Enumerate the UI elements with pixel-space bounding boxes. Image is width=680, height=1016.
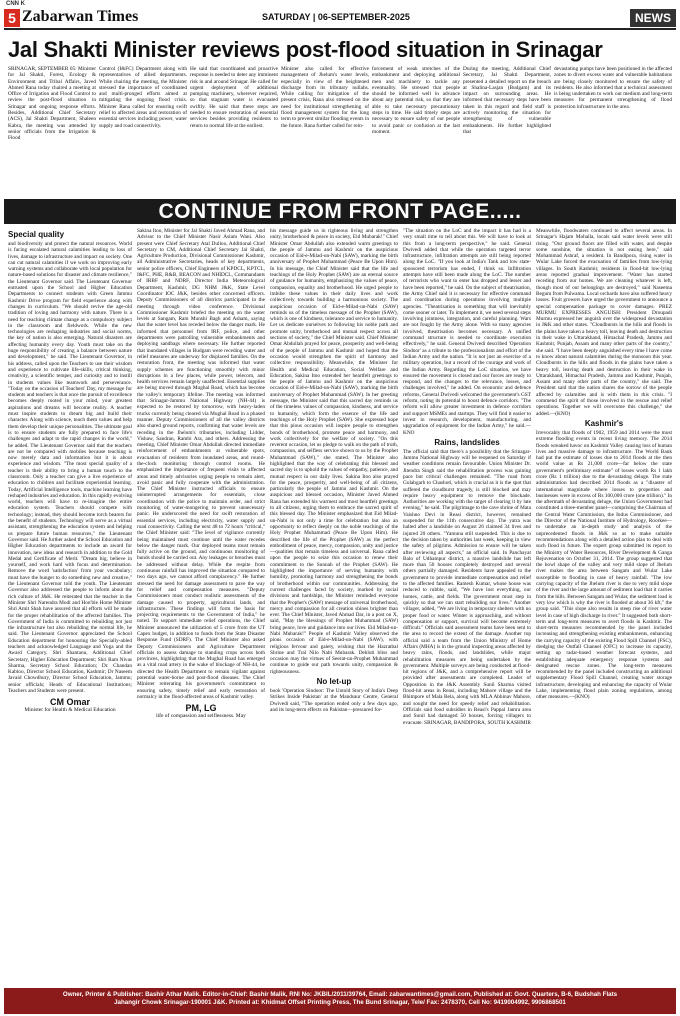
imprint-line-1: Owner, Printer & Publisher: Bashir Athar Malik. Editor-in-Chief: Bashir Malik, RNI No: JKBIL/2011/39764, Email: zabarwantimes@gmail.com, Published at: Govt. Quarters, B-6, Budshah Flats (62, 991, 618, 998)
continue-banner: CONTINUE FROM FRONT PAGE..... (4, 199, 676, 224)
story-paragraph: Minister also called for effective management of Jhelum's water levels, especially in view of the heightened discharge from its tributary nullahs. While calling for mitigation of the present crisis, Rana also stressed on the need for institutional strengthening of flood management system for the long term to prevent similar flooding events in the future. Rana further called for rein- (281, 66, 369, 129)
story-paragraph: book 'Operation Sindoor: The Untold Story of India's Deep Strikes Inside Pakistan' at the Mandsaur Centre, General Dwivedi said, "The operation ended only a few days ago, and its long-term effects on Pakistan—pressured for- (270, 688, 398, 713)
story-paragraph: During the meeting, Additional Chief Secretary, Jal Shakti Department, presented a detailed report on the breach at Shalina-Lasjan (Budgam) and its impact on surrounding areas. He informed that necessary steps have been taken in this regard and field staff is actively monitoring the situation for strengthening of vulnerable embankments. He further highlighted that (463, 66, 551, 135)
story-paragraph: Meanwhile, floodwaters continued to affect several areas. In Srinagar's Hajam Mohalla, locals said water levels were still rising. "Our ground floors are filled with water, and despite some sunshine, the situation is not easing here," said Mohammad Ashraf, a resident. In Bandipora, rising water in Wular Lake forced the evacuation of families from low-lying villages. In South Kashmir, residents in flood-hit low-lying areas reported gradual improvement. "Water has started receding from our homes. We are cleaning whatever is left, though most of our belongings are destroyed," said Naseema Begum from Pulwama. Local orchards have also suffered heavy losses. Fruit growers have urged the government to announce a special compensation package to cover damages. PREZ MURMU EXPRESSES ANGUISH: President Droupadi Murmu expressed her anguish over the widespread devastation in J&K and other states. "Cloudbursts in the hills and floods in the plains have taken a heavy toll, leaving death and destruction in their wake in Uttarakhand, Himachal Pradesh, Jammu and Kashmir, Punjab, Assam and many other parts of the country," she said. "I have been deeply anguished every time I have come to know about natural calamities during the monsoon this year. Cloudbursts in the hills and floods in the plains have taken a heavy toll, leaving death and destruction in their wake in Uttarakhand, Himachal Pradesh, Jammu and Kashmir, Punjab, Assam and many other parts of the country," she said. The President said that the nation shares the sorrow of the people affected by calamities and is with them in this crisis. "I commend the spirit of those involved in the rescue and relief operations. Together we will overcome this challenge," she added.—(KNO) (536, 228, 672, 417)
byline-heading: PM, LG (185, 703, 217, 714)
top-story-col-3 (190, 66, 278, 196)
masthead (0, 0, 680, 30)
byline-sub: Minister for Health & Medical Education (24, 707, 116, 714)
column-army-chief-rains (403, 228, 531, 984)
imprint-footer (4, 988, 676, 1014)
top-story-col-4 (281, 66, 369, 196)
story-paragraph: He said that coordinated and proactive response is needed to deter any imminent risk in and around Srinagar. He called for urgent deployment of additional pumping machinery, wherever required, so that stagnant water is evacuated swiftly. He said that these steps are needed to ensure restoration of essential services besides providing residents to return to normal life at the earliest. (190, 66, 278, 129)
story-paragraph: Sakina Itoo, Minister for Jal Shakti Javed Ahmad Rana, and Advisor to the Chief Minister Nasir Aslam Wani. Also present were Chief Secretary Atal Dulloo, Additional Chief Secretary to CM, Additional Chief Secretary Jal Shakti, Agriculture Production, Divisional Commissioner Kashmir, all Administrative Secretaries, heads of key departments, senior police officers, Chief Engineers of KPDCL, KPTCL, I&FC, PHE, R&B, BEACON and NHIDCL, Commandants of IRBF and NDRF, Director India Meteorological Department, Kashmir, DG NHM J&K, State Level Coordinator IOC J&K, besides other concerned officers. Deputy Commissioners of all districts participated in the meeting through video conference. Divisional Commissioner Kashmir briefed the meeting on the water levels at Sangam, Ram Munshi Bagh and Asham, saying that the water level has receded below the danger mark. He informed that personnel from IRF, police, and other departments were patrolling vulnerable embankments and deploying sandbags where necessary. He further reported that inundated villages in Budgam were receding water and relief measures are underway for displaced families. On the restoration front, the meeting was informed that water supply schemes are functioning smoothly with minor disruptions in a few places, while power, telecom, and health services remain largely unaffected. Essential supplies are being moved through Mughal Road, which has become the valley's temporary lifeline. The meeting was informed that Srinagar-Jammu National Highway (NH-44) is expected to be restored by tomorrow, with heavy-laden trucks currently being cleared via Mughal Road in a phased manner. Deputy Commissioners of all the valley districts also shared ground reports, confirming that water levels are receding in the Jhelum's tributaries, including Lidder, Vishaw, Sandran, Rambi Ara, and others. Addressing the meeting, Chief Minister Omar Abdullah directed immediate reinforcement of embankments at vulnerable spots, evacuation of residents from inundated areas, and round-the-clock monitoring through control rooms. He emphasized the importance of frequent visits to affected areas and timely advisories urging people to remain alert, avoid panic and fully cooperate with the administration. The Chief Minister instructed officials to ensure uninterrupted arrangements for essentials, close coordination with the police to maintain order, and strict monitoring of water-mongering to prevent unnecessary panic. He underscored the need for swift restoration of essential services, including electricity, water supply and road connectivity. Calling the next 48 to 72 hours "critical," the Chief Minister said: "The level of vigilance currently being maintained must continue until the water recedes below the danger mark. Our deployed teams must remain fully active on the ground, and continuous monitoring of bunds should be carried out. Any leakages or breaches must be addressed without delay. While the respite from continuous rainfall has improved the situation compared to two days ago, we cannot afford complacency." He further stressed the need for damage assessment to pave the way for relief and compensation measures. "Deputy Commissioners must conduct realistic assessments of the damage caused to property, agricultural lands, and infrastructure. These findings will form the basis for projecting requirements to the Government of India," he noted. To support immediate relief operations, the Chief Minister announced the utilization of 5 crore from the UT Capex budget, in addition to funds from the State Disaster Response Fund (SDRF). The Chief Minister also asked Deputy Commissioners and Agriculture Department officials to assess damage to standing crops across both provinces, highlighting that the Mughal Road has emerged as a vital road artery in the wake of blockage of NH-44, he directed the Health Department to remain vigilant against potential water-borne and post-flood diseases. The Chief Minister reiterating his government's commitment to ensuring safety, timely relief and early restoration of normalcy in the flood-affected areas of Kashmir valley. (137, 228, 265, 700)
story-paragraph: SRINAGAR, SEPTEMBER 05: Minister for Jal Shakti, Forest, Ecology & Environment and Tribal Affairs, Javed Ahmed Rana today chaired a meeting at Office of Irrigation and Flood Control to review the post-flood situation in Srinagar and ongoing response efforts. Besides, Additional Chief Secretary (ACS), Jal Shakti Department, Shaleen Kabra, the meeting was attended by senior officials from the Irrigation & Flood (8, 66, 96, 142)
column-cm-meeting (137, 228, 265, 984)
column-heading: Kashmir's (584, 418, 624, 428)
story-paragraph: devastating pumps have been positioned in the affected zones to divert excess water and vulnerable habitations are being closely monitored to ensure the safety of residents. He also informed that a technical assessment is being undertaken to work out medium and long-term measures for permanent strengthening of flood protection infrastructure in the area. (554, 66, 672, 110)
column-heading: Special quality (8, 230, 65, 239)
column-special-quality (8, 228, 132, 984)
story-paragraph: Control (I&FC) Department along with representatives of allied departments. While chairing the meeting, the Minister stressed the importance of coordinated and multi-pronged efforts aimed at mitigating the ongoing flood crisis. Minister Rana called for ensuring swift relief to affected areas and restoration of essential services including power, water supply and road connectivity. (99, 66, 187, 129)
issue-date: SATURDAY | 06-SEPTEMBER-2025 (262, 12, 410, 22)
story-paragraph: Irrevocably that floods of 1902, 1959 and 2014 were the most extreme flooding events in recent living memory. The 2014 floods wreaked havoc on Kashmir Valley causing loss of human lives and massive damage to infrastructure. The World Bank had put the estimate of losses due to 2014 floods at the then world value at Rs 21,000 crore—far below the state government's preliminary estimate" of losses worth Rs 1 lakh crore (Rs 1 trillion) due to the devastating deluge. The state administration had described 2014 floods as a "disaster of international magnitude where losses to properties and businesses were in excess of Rs 100,000 crore (one trillion)." In the aftermath of devastating deluge, the Union Government had constituted a three-member panel—comprising the Chairman of the Central Water Commission, the Indus Commissioner, and the Director of the National Institute of Hydrology, Roorkee—to undertake an in-depth study and analysis of the unprecedented floods in J&K so as to make suitable recommendations along with a detailed action plan to deal with such flood in future. The expert group submitted its report to the Ministry of Water Resources, River Development & Ganga Rejuvenation on October 31, 2014. The group suggested that the bowl shape of the valley and very mild slope of Jhelum river makes the area between Sangam and Wular Lake susceptible to flooding in case of heavy rainfall. "The low carrying capacity of the Jhelum river is due to very mild slope of the river and the large amount of sediment load that it carries from the hills. Between Sangam and Wular, the sediment load is very low which is why the river is flooded at about 36 kft," the group said. "This slope also results in steep rise of river water level in case of high discharge in river." It suggested both short-term and long-term measures to avert floods in Kashmir. The short-term measures recommended by the panel included increasing and strengthening existing embankments, enhancing the carrying capacity of the existing Flood Spill Channel (FSC), dredging the Outfall Channel (OFC) to increase its capacity, setting up radar-based weather forecast systems, and establishing adequate emergency response systems and designated rescue zones. The long-term measures recommended by the panel included constructing an additional supplementary Flood Spill Channel, creating water storage infrastructure, developing and enhancing the capacity of Wular Lake, implementing flood plain zoning regulations, among other measures.—(KNO) (536, 429, 672, 701)
story-paragraph: The official said that there's a possibility that the Srinagar-Jammu National Highway will be reopened on Saturday if weather conditions remain favourable. Union Minister Dr. Jitendra Singh said the rehabilitation process was gaining pace but critical challenges remained. "The road from Gulabgarh to Chashoti, which is crucial as it is the spot that suffered the cloudburst tragedy, is still blocked and may require heavy equipment to remove the blockade. Authorities are working with the target of clearing it by late evening," he said. The pilgrimage to the cave shrine of Mata Vaishno Devi in Reasi district, however, remained suspended for the 11th consecutive day. The yatra was halted after a landslide on August 26 claimed 34 lives and injured 20 others. "Yamuna still suspended. This is due to the decision taken by authorities last week, keeping in view the safety of pilgrims. Admission to ensure will be taken after reviewing all aspects," an official said. In Panchayat Balo of Udhampur district, a massive landslide has left more than 50 houses completely destroyed and several others partially damaged. Residents have appealed to the government to provide immediate compensation and relief to the affected families. Ramesh Kumar, whose house was reduced to rubble, said, "We have lost everything, our homes, cattle, and fields. The government must step in quickly so that we can start rebuilding our lives." Another villager, added, "We are living in temporary shelters with no proper food or water. Winter is approaching, and without compensation or support, survival will become extremely difficult." Officials said assessment teams have been sent to the area to record the extent of the damage. Another top official said a team from the Union Ministry of Home Affairs (MHA) is in the ground inspecting areas affected by heavy rains, floods, and landslides, while major rehabilitation measures are being undertaken by the government. Multiple surveys are being conducted at flood-hit regions of J&K, and a comprehensive report will be provided after assessments are completed. Leader of Opposition in the J&K Assembly Sunil Sharma visited flood-hit areas in Reasi, including Mahore village and the Bhimpore of Mala Bela, along with MLA Abhinav Mahore, and sought the need for speedy relief and rehabilitation. Officials said food subsidies in Reasi's Pappal Jamra area and Sunil had damaged 50 houses, forcing villagers to evacuate. SRINAGAR, BANDIPORA, SOUTH KASHMIR (403, 448, 531, 726)
story-paragraph: his message guide us in righteous living and strengthen unity, brotherhood & peace in society, Eid Mubarak!" Chief Minister Omar Abdullah also extended warm greetings to the people of Jammu and Kashmir on the auspicious occasion of Eid-e-Milad-un-Nabi (SAW), marking the birth anniversary of Prophet Muhammad (Peace Be Upon Him). In his message, the Chief Minister said that the life and teachings of the Holy Prophet (SAW) are an eternal source of guidance for humanity, emphasizing the values of peace, compassion, equality and brotherhood. He urged people to imbibe these values in their daily lives and work collectively towards building a harmonious society. The auspicious occasion of Eid-e-Milad-un-Nabi (SAW) reminds us of the timeless message of the Prophet (SAW), which is one of kindness, tolerance and service to humanity. Let us dedicate ourselves to following his noble path and promote unity, brotherhood and mutual respect across all sections of society," the Chief Minister said. Chief Minister Omar Abdullah prayed for peace, prosperity and well-being of the people of Jammu and Kashmir and hoped that the occasion would strengthen the spirit of harmony and collective responsibility. Meanwhile, the Minister for Health and Medical Education, Social Welfare and Education, Sakina Itoo extended her heartfelt greetings to the people of Jammu and Kashmir on the auspicious occasion of Eid-e-Milad-un-Nabi (SAW), marking the birth anniversary of Prophet Muhammad (SAW). In her greeting message, the Minister said that this sacred day reminds us of the timeless values of compassion, kindness, and service to humanity, which form the essence of the life and teachings of the Holy Prophet (SAW). She expressed hope that this pious occasion will inspire people to strengthen bonds of brotherhood, promote peace and harmony, and work collectively for the welfare of society. "On this reverent occasion, let us pledge to walk on the path of truth, compassion, and selfless service shown to us by the Prophet Muhammad (SAW)," she stated. The Minister also highlighted that the way of celebrating this blessed and sacred day is to uphold the values of empathy, patience, and mutual respect in our daily lives. Sakina Itoo also prayed for the peace, prosperity, and well-being of all citizens, particularly the people of Jammu and Kashmir. On the auspicious and blessed occasion, Minister Javed Ahmed Rana has extended his warmest and most heartfelt greetings to all citizens, urging them to embrace the sacred spirit of this blessed day. The Minister emphasized that Eid Milad-un-Nabi is not only a time for celebration but also an opportunity to reflect deeply on the noble teachings of the Holy Prophet Muhammad (Peace Be Upon Him). He described the life of the Prophet (SAW) as the perfect embodiment of peace, mercy, compassion, unity and justice—qualities that remain timeless and universal. Rana called upon the people to seize this occasion to renew their commitment to the Sunnah of the Prophet (SAW). He highlighted the importance of serving humanity with humility, promoting harmony and strengthening the bonds of brotherhood within our communities. Addressing the current challenges faced by society, marked by social divisions and hardships, the Minister reminded everyone that the Prophet's (SAW) message of universal brotherhood, mercy and compassion for all creation shines brighter than ever. The Chief Minister, Javed Ahmad Dar, in a post on X, said, "May the blessings of Prophet Muhammad (SAW) bring peace, love and guidance into our lives. Eid Milad-un-Nabi Mubarak!" People of Kashmir Valley observed the pious occasion of Eid-e-Milad-un-Nabi (SAW), with religious fervour and gaiety, wishing that the Hazratbal Shrine and Tral Nilo Nabi Mubarak. Dehluti bliss and occasion may the virtues of Seerat-un-Prophet Muhammad continue to guide our path towards unity, compassion & righteousness. (270, 228, 398, 675)
top-story-col-2 (99, 66, 187, 196)
column-heading: No let-up (316, 677, 352, 687)
section-label: NEWS (630, 9, 676, 27)
publisher-mini-logo: CNN K (6, 1, 25, 7)
column-eid-greetings (270, 228, 398, 984)
top-story-col-5 (372, 66, 460, 196)
top-story-col-1 (8, 66, 96, 196)
masthead-rule (4, 28, 676, 30)
column-floods-kashmir (536, 228, 672, 984)
imprint-line-2: Jahangir Chowk Srinagar-190001 J&K. Printed at: Khidmat Offset Printing Press, The Bund Srinagar, Tele/ Fax: 2478370, Cell No: 9419004992, 9906868501 (114, 999, 566, 1006)
lead-headline: Jal Shakti Minister reviews post-flood situation in Srinagar (8, 37, 603, 62)
top-story-col-7 (554, 66, 672, 196)
column-heading: Rains, landslides (434, 437, 500, 447)
story-paragraph: "The situation on the LoC and the impact it has had is a very small time to tell about this. We will have to look at this from a long-term perspective," he said. General Dwivedi added that while the operation targeted terror infrastructure, infiltration attempts are still being reported along the LoC. "If you look at India's Tank and low state-sponsored terrorism has ended, I think so. Infiltration attempts have still been made along the LoC. The number of terrorists who want to enter has dropped and lesser and have been reported," he said. On the subject of theatrisation, the Army Chief said it is necessary for effective command and coordination during operations involving multiple agencies. "Theatrisation is something that will inevitably come sooner or later. To implement it, we need several steps involving jointness, integration, and careful planning. Wars are not fought by the Army alone. With so many agencies involved, theatrisation becomes necessary. A unified command structure is needed to coordinate execution effectively," he said. General Dwivedi described 'Operation Sindoor' as a tribute to the professionalism and effort of the Indian Army and the nation. "It is not just an exercise of a military operation, but a record of the courage and work of the Indian Army. Regarding the LoC situation, we have ensured the movement is closed and our forces are ready to respond, and the changes to the relevance, losses, and challenges involved," he added. On economic and defence reforms, General Dwivedi welcomed the government's GST reform, noting its potential to boost defence corridors. "The reform will allow greater investment in defence corridors and support MSMEs and startups. They will find it easier to invest in research, development, manufacturing, and upgradation of equipment for the Indian Army," he said.—KNO (403, 228, 531, 436)
newspaper-title: Zabarwan Times (22, 8, 139, 25)
story-paragraph: forcement of weak stretches of the embankment and deploying additional men and machinery to tackle any eventuality. He stressed that people should be informed well in advance about any potential risk, so that they are able to take necessary precautionary steps in time. He said timely steps are necessary to ensure safety of our people to avoid panic or confusion at the last moment. (372, 66, 460, 135)
byline-heading: CM Omar (49, 697, 90, 708)
byline-sub: life of compassion and selflessness. May (156, 713, 246, 720)
top-story-col-6 (463, 66, 551, 196)
page-number-badge: 5 (4, 9, 20, 27)
story-paragraph: and biodiversity and protect the natural resources. World is facing escalated natural calamities leading to loss of lives, damage to infrastructure and impact on society. One can cut natural calamities if we work on improving early warning systems and collaborate with local population for nature-based solutions for disaster and climate resilience," the Lieutenant Governor said. The Lieutenant Governor entrusted upon the School and Higher Education Departments to connect students with Green Jammu Kashmir Drive program for field experience along with changes in curriculum. "We should revive the age-old tradition of loving and harmony with nature. There is a need for teaching climate change as a compulsory subject in the classroom and fieldwork. While the new technologies are reshaping industries and social norms, the key of nation is also emerging. Natural disasters are affecting humanity every day. Youth must take on the huge responsibility of creating a balance between nature and development," he said. The Lieutenant Governor, in his address, called upon the Teachers to use their wisdom and experience to cultivate life-skills, critical thinking, creativity, a scientific temper, and curiosity and to instill in students values like teamwork and perseverance. "Today on the occasion of Teachers' Day, my message for students and teachers is that once the pursuit of excellence becomes deeply rooted in your mind, your greatest aspirations and dreams will become reality. A teacher must inspire students to dream big and build their character. Along with science, teach them values and help them develop their unique personalities. The ultimate goal is to ensure students are fully prepared to face life's challenges and adapt to the rapid changes in the world," he added. The Lieutenant Governor said that the teachers are not be compared with mobiles because teaching is now merely data and information but it is about experience and wisdom. "The most special quality of a teacher is their ability to bring a human touch to the classroom. Only a teacher can give a live experience of education to children and facilitate experiential learning. Today, Artificial Intelligence tools, machine learning have reshaped industries and education. In this rapidly evolving world, teachers will have to re-imagine the entire education system. Teachers should compete with technology; instead, they should become torch bearers for the benefit of students. Technology will serve as a virtual assistant, strengthening the education system and helping us prepare future human resources," the Lieutenant Governor said. He further asked the School Education and Higher Education departments to include an award for innovation, new ideas and research in addition to the Gold Medal and Certificate of Merit. "Dream big, believe in yourself, and work hard with focus and determination. Remove the word 'satisfaction' from your vocabulary; must have the hunger to do something new and creative," the Lieutenant Governor told the youth. The Lieutenant Governor also addressed the people to inform about the rich culture of J&K. He reiterated that the teacher in the Minister Shri Narendra Modi and Hon'ble Home Minister Shri Amit Shah have assured that all efforts will be made for the proper rehabilitation of the affected families. The Government of India is committed to rebuilding not just the infrastructure but also rebuilding the normal life, he said. The Lieutenant Governor appreciated the School Education department for honouring the Specially-abled teachers and acknowledged Language and Yoga and the Award Category. Shri Shantanu, Additional Chief Secretary, Higher Education Department; Shri Ram Nivas Sharma, Secretary School Education; Dr. Chandan Kabloo, Director School Education, Kashmir; Dr Naseem Javaid Chowdhury, Director School Education, Jammu; senior officials; Heads of Educational Institutions; Teachers and Students were present. (8, 241, 132, 695)
